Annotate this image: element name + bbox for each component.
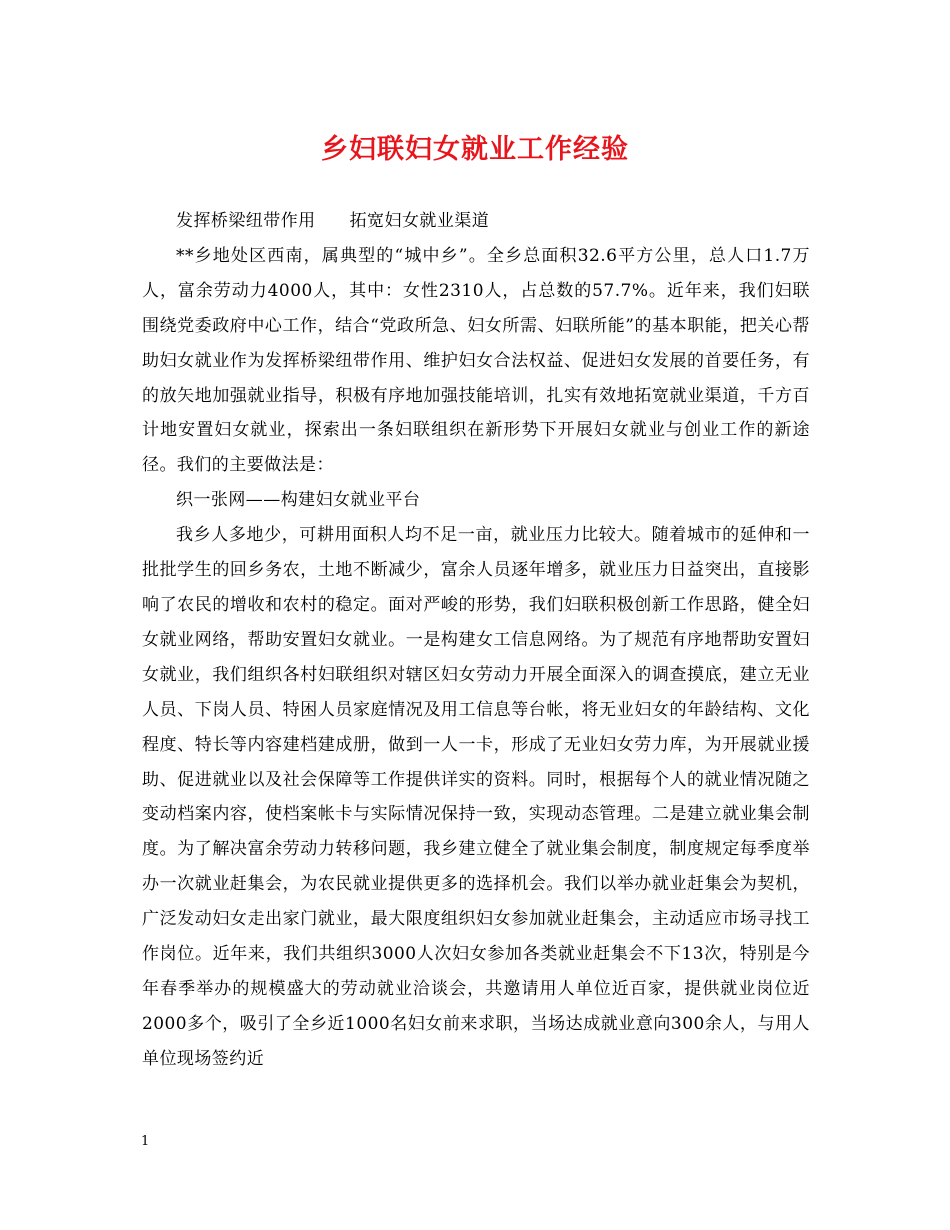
section-heading: 织一张网——构建妇女就业平台 [176,490,421,511]
paragraph-network: 我乡人多地少，可耕用面积人均不足一亩，就业压力比较大。随着城市的延伸和一批批学生的回乡务农，土地不断减少，富余人员逐年增多，就业压力日益突出，直接影响了农民的增收和农村的稳定。面对严峻的形势，我们妇联积极创新工作思路，健全妇女就业网络，帮助安置妇女就业。一是构建女工信息网络。为了规范有序地帮助安置妇女就业，我们组织各村妇联组织对辖区妇女劳动力开展全面深入的调查摸底，建立无业人员、下岗人员、特困人员家庭情况及用工信息等台帐，将无业妇女的年龄结构、文化程度、特长等内容建档建成册，做到一人一卡，形成了无业妇女劳力库，为开展就业援助、促进就业以及社会保障等工作提供详实的资料。同时，根据每个人的就业情况随之变动档案内容，使档案帐卡与实际情况保持一致，实现动态管理。二是建立就业集会制度。为了解决富余劳动力转移问题，我乡建立健全了就业集会制度，制度规定每季度举办一次就业赶集会，为农民就业提供更多的选择机会。我们以举办就业赶集会为契机，广泛发动妇女走出家门就业，最大限度组织妇女参加就业赶集会，主动适应市场寻找工作岗位。近年来，我们共组织3000人次妇女参加各类就业赶集会不下13次，特别是今年春季举办的规模盛大的劳动就业洽谈会，共邀请用人单位近百家，提供就业岗位近2000多个，吸引了全乡近1000名妇女前来求职，当场达成就业意向300余人，与用人单位现场签约近 [142,525,810,1069]
document-body [142,204,810,1077]
page-number: 1 [141,1134,150,1149]
document-title: 乡妇联妇女就业工作经验 [321,134,629,165]
subtitle-left: 发挥桥梁纽带作用 [176,211,316,231]
paragraph-intro: **乡地处区西南，属典型的“城中乡”。全乡总面积32.6平方公里，总人口1.7万人，富余劳动力4000人，其中：女性2310人，占总数的57.7%。近年来，我们妇联围绕党委政府中心工作，结合“党政所急、妇女所需、妇联所能”的基本职能，把关心帮助妇女就业作为发挥桥梁纽带作用、维护妇女合法权益、促进妇女发展的首要任务，有的放矢地加强就业指导，积极有序地加强技能培训，扎实有效地拓宽就业渠道，千方百计地安置妇女就业，探索出一条妇联组织在新形势下开展妇女就业与创业工作的新途径。我们的主要做法是： [142,245,810,476]
subtitle-right: 拓宽妇女就业渠道 [349,211,490,231]
subtitle-line [142,204,810,239]
